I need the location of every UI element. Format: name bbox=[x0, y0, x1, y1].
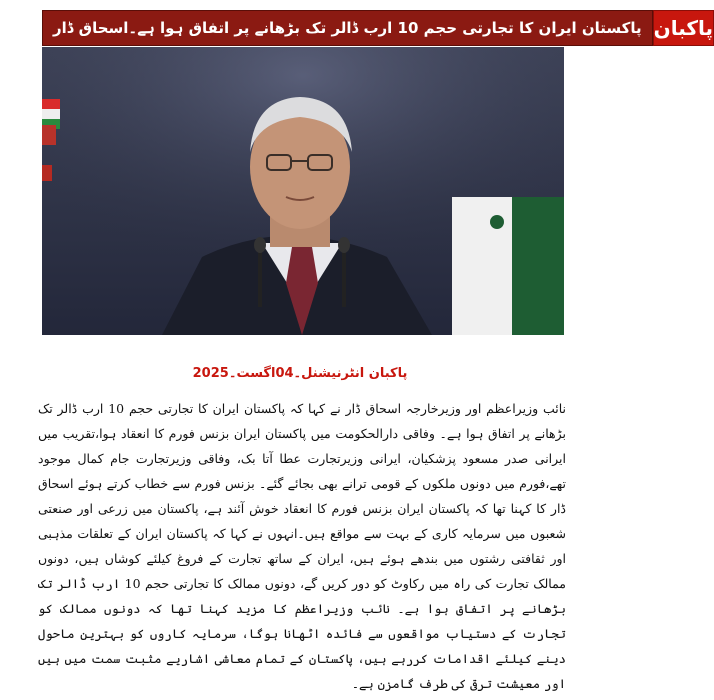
headline-text: پاکستان ایران کا تجارتی حجم 10 ارب ڈالر تک بڑھانے پر اتفاق ہوا ہے۔اسحاق ڈار bbox=[53, 19, 642, 37]
article-body bbox=[38, 396, 566, 696]
photo-illustration bbox=[42, 47, 564, 335]
flag-right bbox=[452, 197, 564, 335]
article-photo bbox=[42, 47, 564, 335]
header bbox=[42, 10, 714, 46]
brand-logo[interactable] bbox=[653, 10, 714, 46]
dateline: پاکبان انٹرنیشنل۔04اگست۔2025 bbox=[192, 366, 408, 381]
article-paragraph: نائب وزیراعظم اور وزیرخارجہ اسحاق ڈار نے کہا کہ پاکستان ایران کا تجارتی حجم 10 ارب ڈالر تک بڑھانے پر اتفاق ہوا ہے۔ وفاقی دارالحکومت میں پاکستان ایران بزنس فورم کا انعقاد ہوا،تقریب میں ایرانی صدر مسعود پزشکیان، ایرانی وزیرتجارت عطا آتا بک، وفاقی وزیرتجارت جام کمال موجود تھے،فورم میں دونوں ملکوں کے قومی ترانے بھی بجائے گئے۔ بزنس فورم سے خطاب کرتے ہوئے اسحاق ڈار کا کہنا تھا کہ پاکستان ایران بزنس فورم کا انعقاد خوش آئند ہے، پاکستان میں زرعی اور صنعتی شعبوں میں سرمایہ کاری کے بہت سے مواقع ہیں۔انہوں نے کہا کہ پاکستان ایران کے تعلقات مذہبی اور ثقافتی رشتوں میں بندھے ہوئے ہیں، ایران کے ساتھ تجارت کے فروغ کیلئے کوشاں ہیں، دونوں ممالک تجارت کی راہ میں رکاوٹ کو دور کریں گے، دونوں ممالک کا تجارتی حجم 10 ارب ڈالر تک بڑھانے پر اتفاق ہوا ہے۔ نائب وزیراعظم کا مزید کہنا تھا کہ دونوں ممالک کو تجارت کے دستیاب مواقعوں سے فائدہ اٹھانا ہوگا، سرمایہ کاروں کو بہترین ماحول دینے کیلئے اقدامات کررہے ہیں، پاکستان کے تمام معاشی اشاریے مثبت سمت میں ہیں اور معیشت ترقی کی طرف گامزن ہے۔ bbox=[38, 401, 566, 691]
headline-bar[interactable] bbox=[42, 10, 653, 46]
brand-text: پاکبان bbox=[653, 16, 714, 40]
